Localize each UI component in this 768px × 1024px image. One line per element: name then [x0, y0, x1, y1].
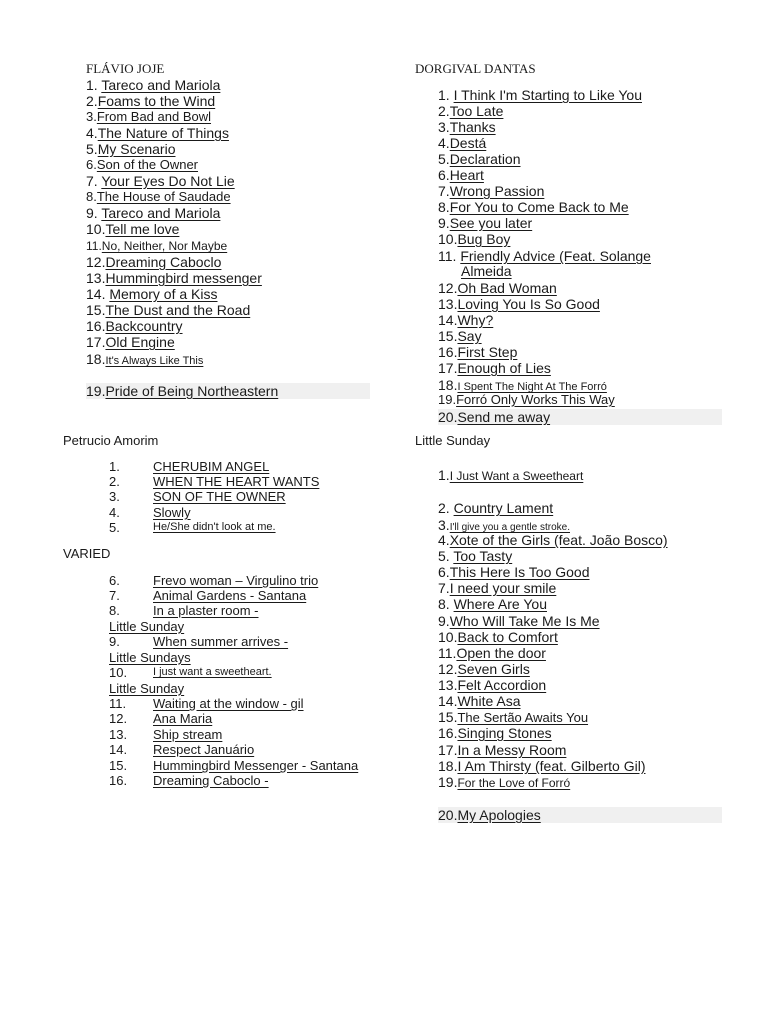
track-item: 6.Son of the Owner	[86, 157, 199, 172]
section-title-petrucio-amorim: Petrucio Amorim	[63, 433, 159, 448]
track-item: 12.Seven Girls	[438, 661, 530, 677]
track-item: 18.I Spent The Night At The Forró	[438, 377, 607, 393]
track-item: 13.Loving You Is So Good	[438, 296, 600, 312]
track-item: 16.Singing Stones	[438, 725, 552, 741]
track-item-highlighted: 20.My Apologies	[438, 807, 722, 823]
track-item-highlighted: 19.Pride of Being Northeastern	[86, 383, 370, 399]
track-item: 16.Backcountry	[86, 318, 183, 334]
track-item: 19.For the Love of Forró	[438, 774, 571, 790]
track-item: 16.First Step	[438, 344, 518, 360]
track-item: 2.Too Late	[438, 103, 504, 119]
section-title-little-sunday: Little Sunday	[415, 433, 491, 448]
list-item-continuation: Little Sunday	[109, 681, 185, 696]
track-item: 8.The House of Saudade	[86, 189, 231, 204]
track-item: 12.Oh Bad Woman	[438, 280, 557, 296]
track-item: 7.Wrong Passion	[438, 183, 545, 199]
track-item: 6.This Here Is Too Good	[438, 564, 590, 580]
track-item: 15.Say	[438, 328, 482, 344]
track-item: 2.Foams to the Wind	[86, 93, 216, 109]
track-item-highlighted: 20.Send me away	[438, 409, 722, 425]
section-title-flavio-joje: FLÁVIO JOJE	[86, 61, 165, 76]
track-item: 7.I need your smile	[438, 580, 557, 596]
track-item: 14.Why?	[438, 312, 494, 328]
track-item: 11.No, Neither, Nor Maybe	[86, 239, 228, 253]
track-item: 15.The Sertão Awaits You	[438, 709, 589, 725]
track-item: 7. Your Eyes Do Not Lie	[86, 173, 235, 189]
track-item: 17.In a Messy Room	[438, 742, 567, 758]
track-item: 3.I'll give you a gentle stroke.	[438, 517, 570, 533]
track-item: 5. Too Tasty	[438, 548, 513, 564]
track-item: 15.The Dust and the Road	[86, 302, 251, 318]
track-item: 13.Felt Accordion	[438, 677, 547, 693]
track-item: 1. I Think I'm Starting to Like You	[438, 87, 642, 103]
track-item: 1.I Just Want a Sweetheart	[438, 467, 584, 483]
track-item: 4.Xote of the Girls (feat. João Bosco)	[438, 532, 668, 548]
track-item: 6.Heart	[438, 167, 484, 183]
track-item: 18.I Am Thirsty (feat. Gilberto Gil)	[438, 758, 646, 774]
track-item: 11.Open the door	[438, 645, 546, 661]
track-item: 9.See you later	[438, 215, 533, 231]
track-item: 14. Memory of a Kiss	[86, 286, 218, 302]
list-item-continuation: Little Sunday	[109, 619, 185, 634]
track-item: 8.For You to Come Back to Me	[438, 199, 629, 215]
section-title-varied: VARIED	[63, 546, 111, 561]
track-item: 9.Who Will Take Me Is Me	[438, 613, 600, 629]
track-item: 3.Thanks	[438, 119, 496, 135]
track-item: 2. Country Lament	[438, 500, 554, 516]
track-item: 12.Dreaming Caboclo	[86, 254, 222, 270]
track-item: 1. Tareco and Mariola	[86, 77, 221, 93]
track-item: 14.White Asa	[438, 693, 521, 709]
track-item: 5.My Scenario	[86, 141, 176, 157]
track-item: 5.Declaration	[438, 151, 521, 167]
track-item: 4.Destá	[438, 135, 487, 151]
track-item: 17.Enough of Lies	[438, 360, 551, 376]
section-title-dorgival-dantas: DORGIVAL DANTAS	[415, 61, 536, 76]
track-item: 3.From Bad and Bowl	[86, 109, 212, 124]
track-item: 9. Tareco and Mariola	[86, 205, 221, 221]
track-item: 10.Tell me love	[86, 221, 180, 237]
track-item: 10.Bug Boy	[438, 231, 511, 247]
track-item: 18.It's Always Like This	[86, 351, 204, 367]
track-item: 10.Back to Comfort	[438, 629, 558, 645]
track-item-continuation: Almeida	[461, 263, 512, 279]
track-item: 11. Friendly Advice (Feat. Solange	[438, 248, 651, 264]
track-item: 13.Hummingbird messenger	[86, 270, 262, 286]
track-item: 19.Forró Only Works This Way	[438, 392, 615, 407]
track-item: 4.The Nature of Things	[86, 125, 229, 141]
list-item-continuation: Little Sundays	[109, 650, 191, 665]
track-item: 8. Where Are You	[438, 596, 547, 612]
track-item: 17.Old Engine	[86, 334, 175, 350]
